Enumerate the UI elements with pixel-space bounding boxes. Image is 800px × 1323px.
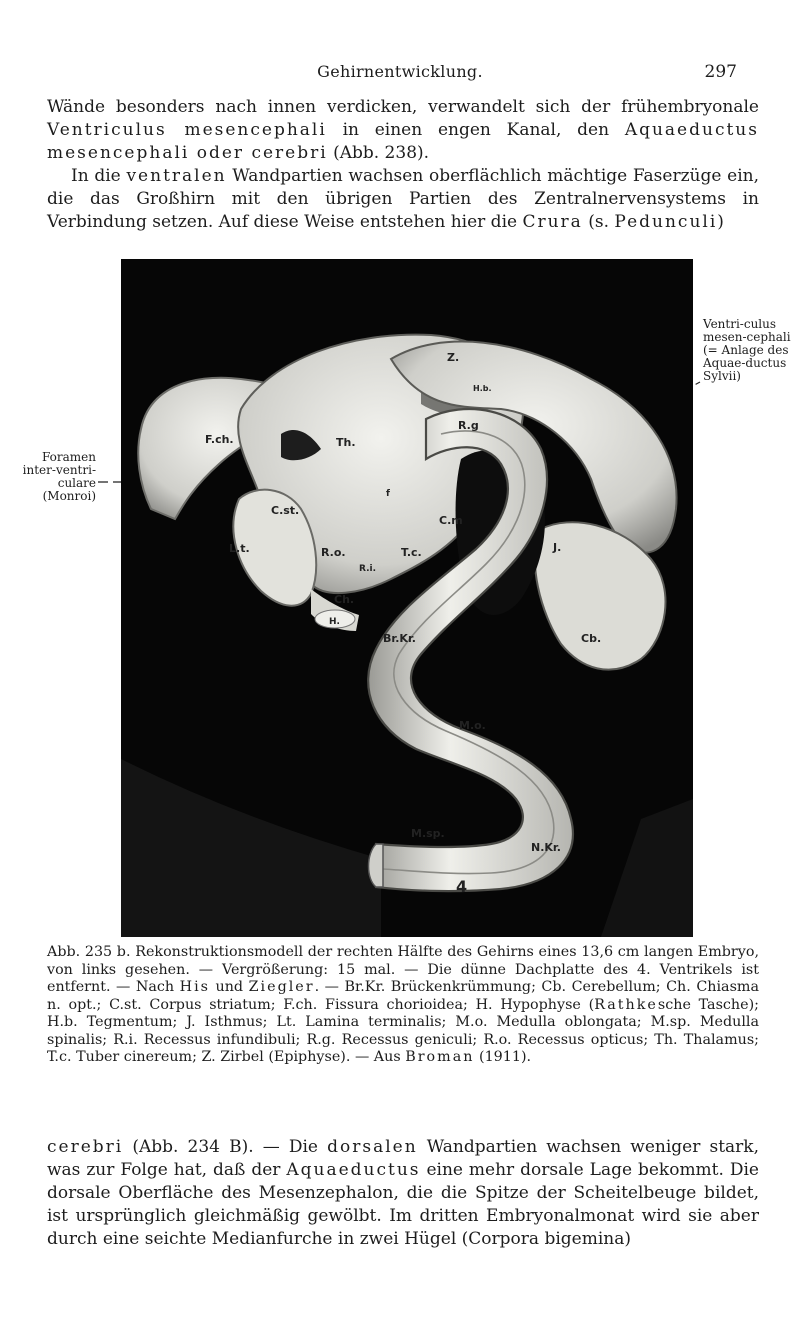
- text-run: ): [717, 212, 724, 232]
- model-label-z: Z.: [447, 351, 460, 364]
- paragraph-3: [47, 1136, 759, 1251]
- model-label-cst: C.st.: [271, 504, 300, 517]
- author-name: His: [179, 979, 210, 995]
- model-label-j: J.: [553, 541, 562, 554]
- page-number: 297: [704, 62, 737, 82]
- label-foramen-interventriculare: Foramen inter-ventri-culare (Monroi): [22, 450, 96, 503]
- model-label-hb: H.b.: [473, 384, 492, 393]
- model-label-lt: L.t.: [229, 542, 250, 555]
- running-title: Gehirnentwicklung.: [317, 62, 483, 81]
- caption-text: [47, 944, 759, 1067]
- text-run: Wände besonders nach innen verdicken, verwandelt sich der frühembryonale: [47, 97, 759, 117]
- text-run: eine mehr dorsale Lage bekommt. Die dorsale Oberfläche des Mesenzephalon, die die Spitze der Scheitelbeuge bildet, ist ursprünglich gleichmäßig gewölbt. Im dritten Embryonalmonat wird sie aber durch eine seichte Medianfurche in zwei Hügel (Corpora bigemina): [47, 1160, 759, 1249]
- text-run: Wandpartien wachsen oberflächlich mächtige Faserzüge ein, die das Großhirn mit den übrigen Partien des Zentralnervensystems in Verbindung setzen. Auf diese Weise entstehen hier die: [47, 166, 759, 232]
- text-run: sche Tasche); H.b. Tegmentum; J. Isthmus; Lt. Lamina terminalis; M.o. Medulla oblongata; M.sp. Medulla spinalis; R.i. Recessus infundibuli; R.g. Recessus geniculi; R.o. Recessus opticus; Th. Thalamus; T.c. Tuber cinereum; Z. Zirbel (Epiphyse). — Aus: [47, 996, 759, 1065]
- model-label-ro: R.o.: [321, 546, 346, 559]
- model-label-h: H.: [329, 617, 340, 627]
- label-ventriculus-mesencephali: Ventri-culus mesen-cephali (= Anlage des Aquae-ductus Sylvii): [703, 317, 791, 383]
- emphasis-term: Aquaeductus mesencephali oder cerebri: [47, 120, 759, 163]
- emphasis-term: ventralen: [126, 166, 227, 186]
- model-label-rg: R.g: [458, 419, 479, 432]
- model-label-ch: Ch.: [334, 593, 355, 606]
- text-run: In die: [71, 166, 127, 186]
- emphasis-term: Pedunculi: [614, 212, 718, 232]
- figure-caption: [47, 944, 759, 1067]
- model-label-fch: F.ch.: [205, 433, 234, 446]
- model-label-4: 4: [456, 877, 468, 896]
- body-text-bottom: [47, 1136, 759, 1251]
- text-run: Wandpartien wachsen weniger stark, was zur Folge hat, daß der: [47, 1137, 759, 1180]
- model-label-msp: M.sp.: [411, 827, 445, 840]
- caption-figure-id: Abb. 235 b.: [47, 944, 131, 960]
- brain-model-drawing: [121, 259, 693, 937]
- model-label-cm: C.m: [439, 514, 463, 527]
- model-label-brkr: Br.Kr.: [383, 632, 416, 645]
- text-run: (1911).: [474, 1049, 532, 1065]
- author-name: Ziegler: [248, 979, 315, 995]
- author-name: Broman: [405, 1049, 475, 1065]
- emphasis-term: Aquaeductus: [286, 1160, 421, 1180]
- text-run: und: [210, 979, 249, 995]
- author-name: Rathke: [594, 996, 658, 1013]
- text-run: Rekonstruktionsmodell der rechten Hälfte des Gehirns eines 13,6 cm langen Embryo, von links gesehen. — Vergrößerung: 15 mal. — Die dünne Dachplatte des 4. Ventrikels ist entfernt. — Nach: [47, 944, 759, 995]
- model-label-f: f: [386, 489, 390, 499]
- text-run: (s.: [582, 212, 615, 232]
- text-run: (Abb. 238).: [327, 143, 430, 163]
- model-label-ri: R.i.: [359, 564, 377, 574]
- text-run: in einen engen Kanal, den: [326, 120, 625, 140]
- text-run: (Abb. 234 B). — Die: [123, 1137, 328, 1157]
- text-run: . — Br.Kr. Brückenkrümmung; Cb. Cerebellum; Ch. Chiasma n. opt.; C.st. Corpus striatum; F.ch. Fissura chorioidea; H. Hypophyse (: [47, 979, 759, 1013]
- model-label-tc: T.c.: [401, 546, 422, 559]
- brain-model-figure: [121, 259, 693, 937]
- emphasis-term: Crura: [522, 212, 583, 232]
- model-label-mo: M.o.: [459, 719, 486, 732]
- model-label-nkr: N.Kr.: [531, 841, 561, 854]
- model-label-cb: Cb.: [581, 632, 602, 645]
- emphasis-term: cerebri: [47, 1137, 124, 1157]
- emphasis-term: Ventriculus mesencephali: [47, 120, 327, 140]
- emphasis-term: dorsalen: [327, 1137, 418, 1157]
- model-label-th: Th.: [336, 436, 356, 449]
